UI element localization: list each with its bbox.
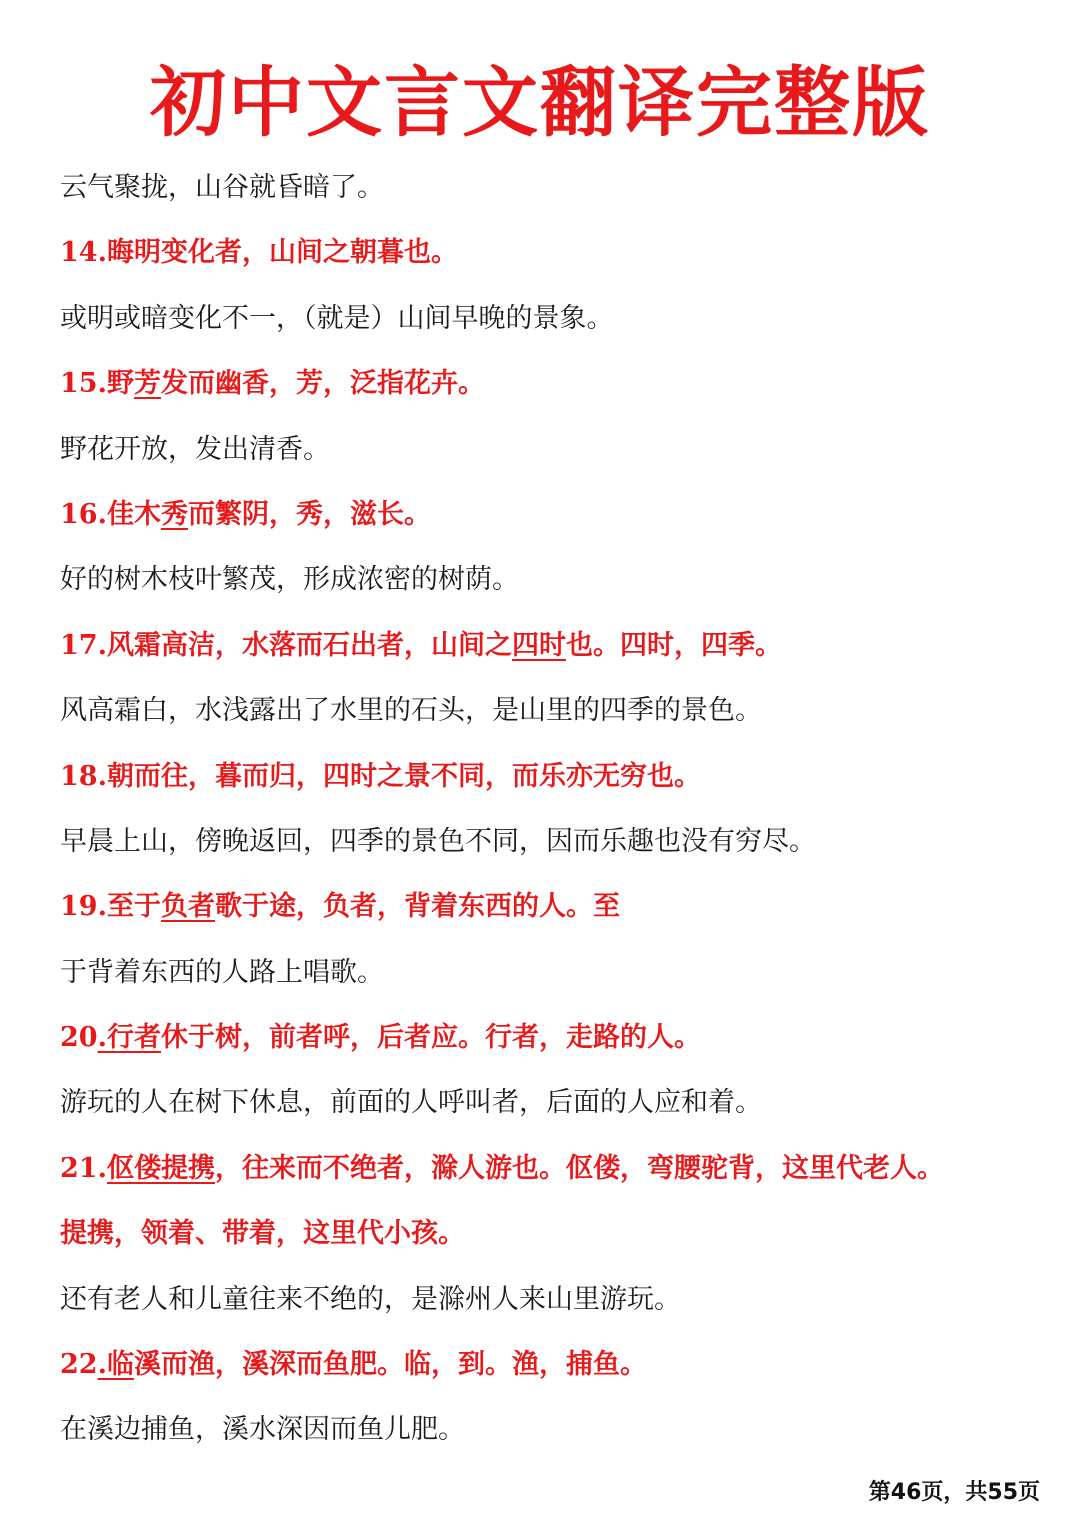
- source-sentence-line: [60, 744, 1035, 809]
- source-sentence-line: [60, 1005, 1035, 1070]
- line-text: 休于树，前者呼，后者应。行者，走路的人。: [160, 1022, 701, 1054]
- underlined-term: .临: [97, 1349, 134, 1381]
- translation-line: [60, 1397, 1035, 1462]
- translation-line: [60, 547, 1035, 612]
- line-text: 野花开放，发出清香。: [60, 433, 330, 465]
- underlined-term: .行者: [97, 1022, 161, 1054]
- line-text: 15.野: [60, 368, 134, 400]
- translation-line: [60, 1267, 1035, 1332]
- line-text: 16.佳木: [60, 498, 161, 530]
- line-text: 云气聚拢，山谷就昏暗了。: [60, 172, 384, 203]
- line-text: 14.晦明变化者，山间之朝暮也。: [60, 237, 458, 269]
- source-sentence-line: [60, 351, 1035, 416]
- source-sentence-line: [60, 1332, 1035, 1397]
- line-text: 溪而渔，溪深而鱼肥。临，到。渔，捕鱼。: [133, 1349, 647, 1381]
- underlined-term: 负者: [160, 891, 215, 923]
- source-sentence-line: [60, 220, 1035, 285]
- line-text: 而繁阴，秀，滋长。: [187, 498, 431, 530]
- line-text: 20: [60, 1022, 98, 1054]
- line-text: 游玩的人在树下休息，前面的人呼叫者，后面的人应和着。: [60, 1087, 762, 1119]
- line-text: 18.朝而往，暮而归，四时之景不同，而乐亦无穷也。: [60, 760, 701, 792]
- line-text: 19.至于: [60, 891, 161, 923]
- translation-line: [60, 286, 1035, 351]
- translation-line: [60, 809, 1035, 874]
- underlined-term: 四时: [511, 629, 566, 661]
- document-body: [60, 155, 1035, 1463]
- line-text: 好的树木枝叶繁茂，形成浓密的树荫。: [60, 564, 519, 596]
- translation-line: [60, 678, 1035, 743]
- line-text: 提携，领着、带着，这里代小孩。: [60, 1218, 465, 1250]
- translation-line: [60, 155, 1035, 220]
- underlined-term: 伛偻提携: [106, 1152, 215, 1184]
- line-text: 21.: [60, 1152, 107, 1184]
- line-text: 在溪边捕鱼，溪水深因而鱼儿肥。: [60, 1414, 465, 1446]
- source-sentence-line: [60, 613, 1035, 678]
- source-sentence-line: [60, 1136, 1035, 1201]
- line-text: 22: [60, 1349, 98, 1381]
- line-text: 发而幽香，芳，泛指花卉。: [160, 368, 485, 400]
- line-text: 歌于途，负者，背着东西的人。至: [214, 891, 620, 923]
- source-sentence-line: [60, 874, 1035, 939]
- line-text: 还有老人和儿童往来不绝的，是滁州人来山里游玩。: [60, 1283, 681, 1315]
- page-number: 第46页，共55页: [868, 1480, 1040, 1505]
- translation-line: [60, 1070, 1035, 1135]
- underlined-term: 芳: [133, 368, 161, 400]
- translation-line: [60, 940, 1035, 1005]
- line-text: 也。四时，四季。: [565, 629, 782, 661]
- line-text: 17.风霜高洁，水落而石出者，山间之: [60, 629, 512, 661]
- page-title: 初中文言文翻译完整版: [150, 58, 930, 147]
- line-text: 或明或暗变化不一，（就是）山间早晚的景象。: [60, 302, 614, 334]
- line-text: 早晨上山，傍晚返回，四季的景色不同，因而乐趣也没有穷尽。: [60, 825, 816, 857]
- translation-line: [60, 417, 1035, 482]
- underlined-term: 秀: [160, 498, 188, 530]
- line-text: 于背着东西的人路上唱歌。: [60, 956, 384, 988]
- line-text: 风高霜白，水浅露出了水里的石头，是山里的四季的景色。: [60, 695, 762, 727]
- line-text: ，往来而不绝者，滁人游也。伛偻，弯腰驼背，这里代老人。: [214, 1152, 944, 1184]
- source-sentence-line: [60, 1201, 1035, 1266]
- source-sentence-line: [60, 482, 1035, 547]
